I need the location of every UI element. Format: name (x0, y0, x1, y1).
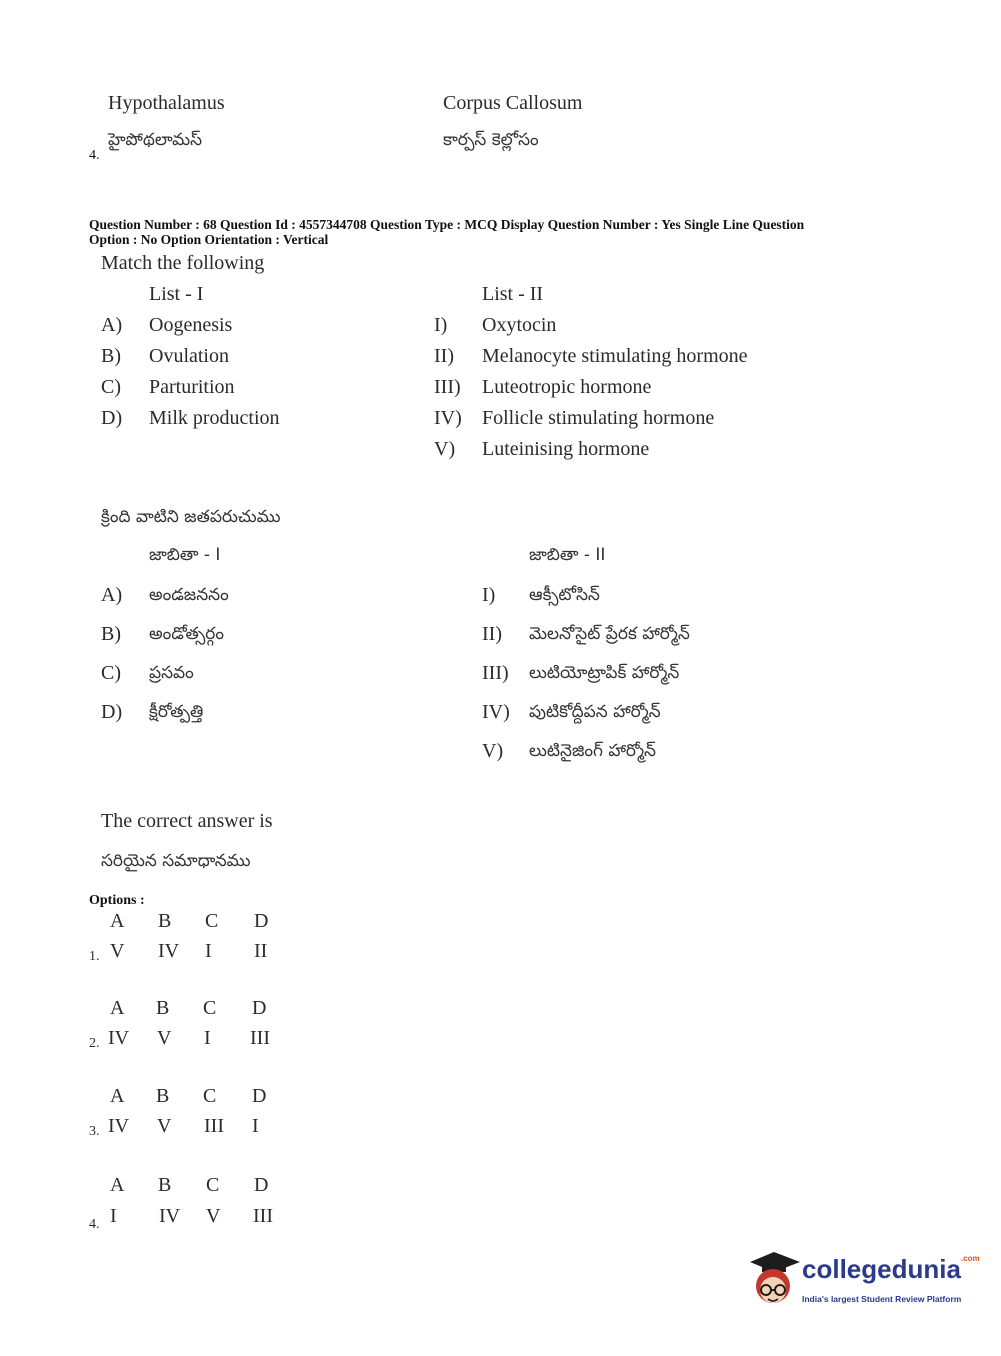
list2-key-te: I) (482, 584, 496, 606)
option-value-c: V (206, 1205, 221, 1227)
list2-key-te: V) (482, 740, 504, 762)
logo-name: collegedunia (802, 1254, 961, 1284)
option-header-a: A (110, 1085, 125, 1107)
prev-option-right-te: కార్పస్ కెల్లోసం (443, 130, 539, 150)
prev-option-number: 4. (89, 148, 100, 163)
option-header-c: C (206, 1174, 220, 1196)
instruction-te: క్రింది వాటిని జతపరుచుము (101, 507, 281, 527)
option-number: 1. (89, 949, 100, 964)
option-header-b: B (156, 1085, 170, 1107)
list1-item: Oogenesis (149, 314, 233, 336)
list1-key-te: C) (101, 662, 121, 684)
option-header-d: D (254, 910, 269, 932)
list2-key: II) (434, 345, 454, 367)
list1-key-te: D) (101, 701, 123, 723)
option-header-a: A (110, 1174, 125, 1196)
option-value-b: IV (158, 940, 180, 962)
option-value-d: III (250, 1027, 270, 1049)
instruction-en: Match the following (101, 252, 265, 274)
answer-prompt-en: The correct answer is (101, 810, 273, 832)
option-number: 3. (89, 1124, 100, 1139)
list2-item-te: లుటినైజింగ్ హార్మోన్ (529, 741, 656, 761)
option-header-a: A (110, 997, 125, 1019)
list2-key: III) (434, 376, 461, 398)
mascot-icon (744, 1250, 802, 1314)
list1-header-te: జాబితా - I (149, 545, 221, 565)
option-value-a: V (110, 940, 125, 962)
list2-item: Melanocyte stimulating hormone (482, 345, 748, 367)
option-header-d: D (254, 1174, 269, 1196)
list1-item: Milk production (149, 407, 280, 429)
option-value-d: II (254, 940, 268, 962)
option-value-b: V (157, 1115, 172, 1137)
prev-option-left-te: హైపోథలామస్ (108, 130, 203, 150)
list2-item: Oxytocin (482, 314, 557, 336)
option-value-c: I (205, 940, 212, 962)
list2-key: I) (434, 314, 448, 336)
option-header-c: C (205, 910, 219, 932)
list1-key-te: A) (101, 584, 123, 606)
prev-option-right-en: Corpus Callosum (443, 92, 583, 114)
option-value-c: I (204, 1027, 211, 1049)
list2-key-te: II) (482, 623, 502, 645)
question-meta-line2: Option : No Option Orientation : Vertical (89, 232, 329, 247)
option-value-d: I (252, 1115, 259, 1137)
list1-key-te: B) (101, 623, 121, 645)
logo-tagline: India's largest Student Review Platform (802, 1294, 962, 1304)
option-value-b: V (157, 1027, 172, 1049)
list2-item-te: పుటికోద్దీపన హార్మోన్ (529, 702, 661, 722)
logo-suffix: .com (960, 1254, 980, 1263)
list2-key: V) (434, 438, 456, 460)
list1-item: Ovulation (149, 345, 229, 367)
list1-item-te: అండోత్సర్గం (149, 624, 224, 644)
option-header-c: C (203, 997, 217, 1019)
option-header-b: B (158, 910, 172, 932)
list1-key: B) (101, 345, 121, 367)
list1-key: C) (101, 376, 121, 398)
list2-item: Luteotropic hormone (482, 376, 652, 398)
list2-item-te: లుటియోట్రాపిక్ హార్మోన్ (529, 663, 680, 683)
list2-item-te: ఆక్సీటోసిన్ (529, 585, 600, 605)
question-meta-line1: Question Number : 68 Question Id : 4557344708 Question Type : MCQ Display Question Number : Yes Single Line Question (89, 217, 805, 232)
option-value-a: I (110, 1205, 117, 1227)
option-number: 2. (89, 1036, 100, 1051)
list2-header-en: List - II (482, 283, 544, 305)
list1-item-te: ప్రసవం (149, 663, 194, 683)
answer-prompt-te: సరియైన సమాధానము (101, 851, 251, 871)
list2-key-te: III) (482, 662, 509, 684)
list2-item: Follicle stimulating hormone (482, 407, 715, 429)
option-header-d: D (252, 997, 267, 1019)
list2-header-te: జాబితా - II (529, 545, 606, 565)
list1-header-en: List - I (149, 283, 204, 305)
option-value-b: IV (159, 1205, 181, 1227)
list1-item-te: క్షీరోత్పత్తి (149, 702, 204, 722)
option-number: 4. (89, 1217, 100, 1232)
option-header-c: C (203, 1085, 217, 1107)
list2-key-te: IV) (482, 701, 510, 723)
list1-key: A) (101, 314, 123, 336)
list2-item-te: మెలనోసైట్ ప్రేరక హార్మోన్ (529, 624, 690, 644)
list2-item: Luteinising hormone (482, 438, 650, 460)
options-label: Options : (89, 893, 145, 908)
option-header-d: D (252, 1085, 267, 1107)
option-value-d: III (253, 1205, 273, 1227)
option-header-b: B (156, 997, 170, 1019)
option-value-c: III (204, 1115, 224, 1137)
list1-key: D) (101, 407, 123, 429)
option-value-a: IV (108, 1027, 130, 1049)
list2-key: IV) (434, 407, 462, 429)
option-value-a: IV (108, 1115, 130, 1137)
list1-item: Parturition (149, 376, 235, 398)
collegedunia-logo[interactable] (744, 1250, 980, 1320)
option-header-a: A (110, 910, 125, 932)
prev-option-left-en: Hypothalamus (108, 92, 225, 114)
option-header-b: B (158, 1174, 172, 1196)
list1-item-te: అండజననం (149, 585, 229, 605)
